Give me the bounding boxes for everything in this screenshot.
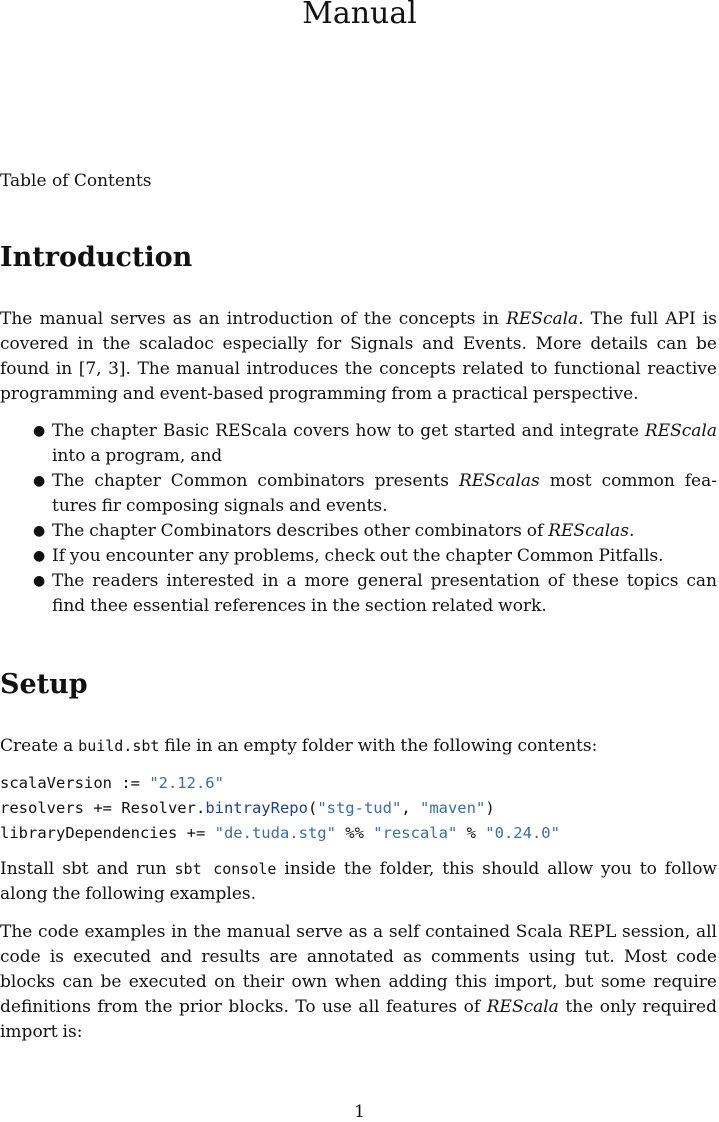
- setup-emphasis: REScala: [486, 997, 559, 1017]
- list-item: [0, 469, 717, 519]
- bullet-icon: ●: [33, 523, 46, 539]
- list-item-emphasis: REScalas: [458, 471, 540, 491]
- code-string: "maven": [419, 799, 486, 817]
- bullet-icon: ●: [33, 423, 46, 439]
- code-string: "de.tuda.stg": [214, 824, 336, 842]
- setup-text: the only required import is:: [0, 997, 717, 1042]
- code-token: scalaVersion :=: [0, 774, 150, 792]
- list-item-text: The chapter Common combinators presents: [52, 471, 459, 491]
- list-item: [0, 544, 717, 569]
- setup-paragraph-build-file: [0, 734, 717, 759]
- list-item-text: The chapter Basic REScala covers how to get started and integrate: [52, 421, 645, 441]
- setup-text: inside the folder, this should allow you to follow along the following examples.: [0, 859, 717, 904]
- list-item-text: The readers interested in a more general presentation of these topics can find thee essential references in the section related work.: [52, 571, 717, 616]
- code-line: [0, 771, 560, 796]
- bullet-icon: ●: [33, 573, 46, 589]
- list-item-text: most common fea-tures fir composing signals and events.: [52, 471, 717, 516]
- code-token: ): [485, 799, 495, 817]
- list-item-emphasis: REScalas: [548, 521, 630, 541]
- list-item: [0, 569, 717, 619]
- code-token: (: [307, 799, 318, 817]
- setup-text: Create a: [0, 736, 79, 756]
- table-of-contents-label: Table of Contents: [0, 171, 152, 191]
- code-string: "rescala": [373, 824, 458, 842]
- list-item-text: .: [629, 521, 635, 541]
- inline-code-sbt-console: sbt console: [174, 860, 277, 878]
- code-block-build-sbt: [0, 771, 560, 846]
- code-string: "0.24.0": [485, 824, 560, 842]
- setup-text: file in an empty folder with the following contents:: [159, 736, 598, 756]
- code-line: [0, 796, 560, 821]
- inline-code-build-sbt: build.sbt: [78, 737, 160, 755]
- introduction-heading: Introduction: [0, 242, 193, 273]
- code-token: resolvers += Resolver.: [0, 799, 206, 817]
- list-item-emphasis: REScala: [644, 421, 717, 441]
- setup-text: Install sbt and run: [0, 859, 175, 879]
- setup-text: The code examples in the manual serve as a self contained Scala REPL session, all code is executed and results are annotated as comments using tut. Most code blocks can be executed on their own when adding this import, but some require definitions from the prior blocks. To use all features of: [0, 922, 717, 1017]
- intro-emphasis: REScala: [506, 309, 579, 329]
- setup-heading: Setup: [0, 669, 88, 700]
- chapter-list: [0, 419, 717, 619]
- setup-paragraph-repl: [0, 920, 717, 1045]
- code-string: "2.12.6": [149, 774, 224, 792]
- code-line: [0, 821, 560, 846]
- introduction-paragraph: [0, 307, 717, 407]
- intro-text-b: . The full API is covered in the scaladoc especially for Signals and Events. More details can be found in [7, 3]. The manual introduces the concepts related to functional reactive programming and event-based programming from a practical perspective.: [0, 309, 718, 404]
- code-token: ,: [401, 799, 420, 817]
- intro-text-a: The manual serves as an introduction of the concepts in: [0, 309, 507, 329]
- code-token: %%: [335, 824, 374, 842]
- list-item-text: If you encounter any problems, check out the chapter Common Pitfalls.: [52, 546, 664, 566]
- list-item: [0, 419, 717, 469]
- code-function: bintrayRepo: [205, 799, 308, 817]
- bullet-icon: ●: [33, 548, 46, 564]
- setup-paragraph-console: [0, 857, 717, 907]
- code-string: "stg-tud": [317, 799, 402, 817]
- code-token: libraryDependencies +=: [0, 824, 215, 842]
- list-item-text: The chapter Combinators describes other combinators of: [52, 521, 549, 541]
- list-item: [0, 519, 717, 544]
- code-token: %: [457, 824, 486, 842]
- list-item-text: into a program, and: [52, 446, 223, 466]
- bullet-icon: ●: [33, 473, 46, 489]
- page-number: 1: [354, 1102, 365, 1122]
- page-title: Manual: [302, 0, 417, 31]
